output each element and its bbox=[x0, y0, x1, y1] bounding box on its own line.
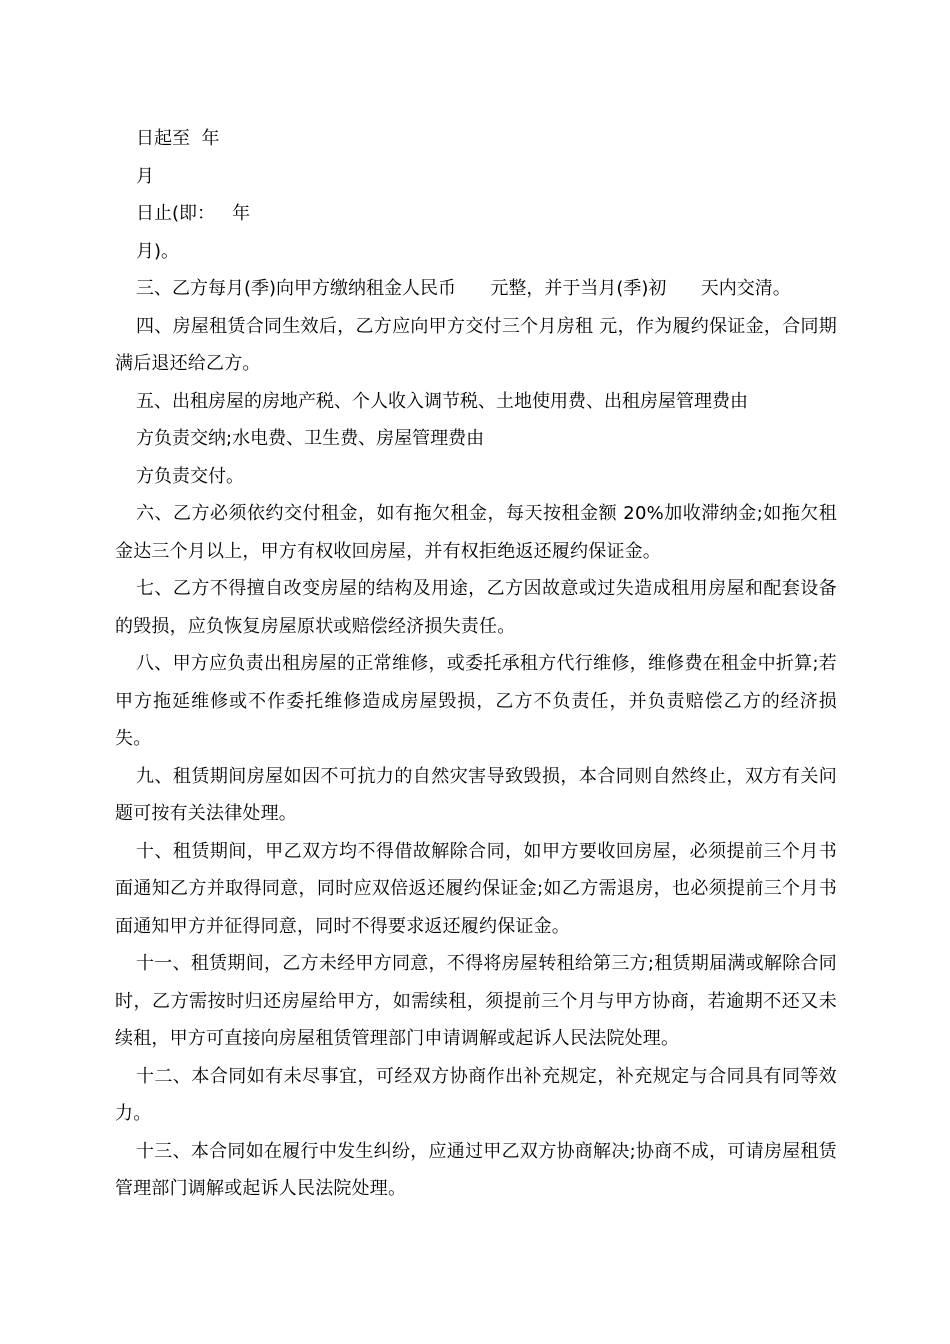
clause-5-line-3: 方负责交付。 bbox=[136, 465, 244, 487]
clause-9-force-majeure: 九、租赁期间房屋如因不可抗力的自然灾害导致毁损，本合同则自然终止，双方有关问题可按有关法律处理。 bbox=[115, 765, 837, 824]
contract-body bbox=[115, 120, 837, 1208]
term-end-line-1: 日起至 年 bbox=[136, 128, 220, 149]
clause-13-disputes: 十三、本合同如在履行中发生纠纷，应通过甲乙双方协商解决;协商不成，可请房屋租赁管理部门调解或起诉人民法院处理。 bbox=[115, 1140, 837, 1199]
clause-5-line-2: 方负责交纳;水电费、卫生费、房屋管理费由 bbox=[136, 428, 485, 449]
clause-6-late-payment: 六、乙方必须依约交付租金，如有拖欠租金，每天按租金额 20%加收滞纳金;如拖欠租金达三个月以上，甲方有权收回房屋，并有权拒绝返还履约保证金。 bbox=[115, 503, 837, 562]
clause-7-structure-use: 七、乙方不得擅自改变房屋的结构及用途，乙方因故意或过失造成租用房屋和配套设备的毁损，应负恢复房屋原状或赔偿经济损失责任。 bbox=[115, 578, 837, 637]
clause-5-line-1: 五、出租房屋的房地产税、个人收入调节税、土地使用费、出租房屋管理费由 bbox=[136, 390, 748, 412]
clause-10-termination: 十、租赁期间，甲乙双方均不得借故解除合同，如甲方要收回房屋，必须提前三个月书面通知乙方并取得同意，同时应双倍返还履约保证金;如乙方需退房，也必须提前三个月书面通知甲方并征得同意，同时不得要求返还履约保证金。 bbox=[115, 840, 837, 937]
term-end-line-4: 月)。 bbox=[136, 240, 180, 262]
term-end-line-2: 月 bbox=[136, 165, 154, 187]
clause-12-supplement: 十二、本合同如有未尽事宜，可经双方协商作出补充规定，补充规定与合同具有同等效力。 bbox=[115, 1065, 837, 1124]
clause-4-deposit: 四、房屋租赁合同生效后，乙方应向甲方交付三个月房租 元，作为履约保证金，合同期满后退还给乙方。 bbox=[115, 315, 837, 374]
clause-3-rent-payment: 三、乙方每月(季)向甲方缴纳租金人民币 元整，并于当月(季)初 天内交清。 bbox=[136, 278, 791, 299]
clause-11-sublease: 十一、租赁期间，乙方未经甲方同意，不得将房屋转租给第三方;租赁期届满或解除合同时，乙方需按时归还房屋给甲方，如需续租，须提前三个月与甲方协商，若逾期不还又未续租，甲方可直接向房屋租赁管理部门申请调解或起诉人民法院处理。 bbox=[115, 953, 837, 1049]
term-end-line-3: 日止(即： 年 bbox=[136, 203, 251, 224]
clause-8-maintenance: 八、甲方应负责出租房屋的正常维修，或委托承租方代行维修，维修费在租金中折算;若甲方拖延维修或不作委托维修造成房屋毁损，乙方不负责任，并负责赔偿乙方的经济损失。 bbox=[115, 653, 837, 749]
